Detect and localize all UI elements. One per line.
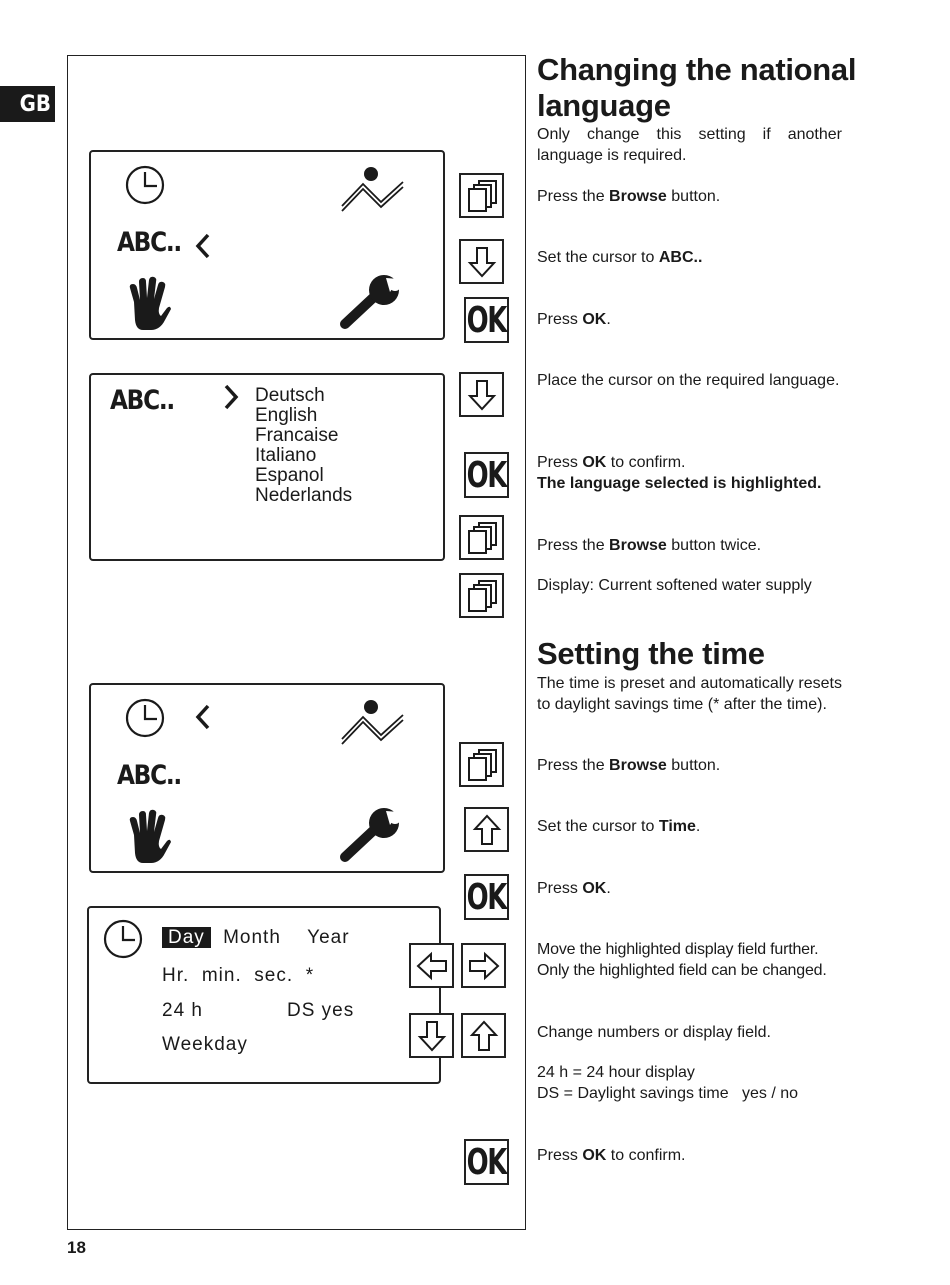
step-text: Set the cursor to Time. — [537, 818, 701, 835]
language-option[interactable]: Espanol — [255, 465, 324, 486]
ok-button[interactable] — [464, 1139, 509, 1185]
clock-icon — [124, 164, 166, 206]
browse-button[interactable] — [459, 573, 504, 618]
cursor-right-icon — [221, 383, 241, 411]
step-text: Press OK to confirm. — [537, 454, 686, 471]
wrench-icon — [339, 805, 405, 865]
month-field[interactable]: Month — [223, 927, 281, 948]
water-graph-icon — [341, 697, 407, 747]
date-row — [162, 927, 350, 949]
browse-icon — [465, 179, 499, 213]
step-text: Set the cursor to ABC.. — [537, 249, 703, 266]
time-setting-screen — [87, 906, 441, 1084]
language-option[interactable]: Francaise — [255, 425, 339, 446]
language-option[interactable]: Deutsch — [255, 385, 325, 406]
left-arrow-icon — [415, 951, 449, 981]
clock-icon — [124, 697, 166, 739]
section-title-language: Changing the national language — [537, 52, 857, 123]
up-arrow-button[interactable] — [461, 1013, 506, 1058]
step-text: Display: Current softened water supply — [537, 577, 812, 594]
step-text: Only the highlighted field can be changed. — [537, 962, 827, 979]
browse-icon — [465, 579, 499, 613]
ok-label: OK — [466, 455, 507, 496]
cursor-left-icon — [193, 703, 213, 731]
step-text: Press the Browse button. — [537, 188, 721, 205]
cursor-left-icon — [193, 232, 213, 260]
browse-button[interactable] — [459, 173, 504, 218]
section-intro-time: The time is preset and automatically resets to daylight savings time (* after the time). — [537, 675, 842, 713]
left-arrow-button[interactable] — [409, 943, 454, 988]
language-option[interactable]: Italiano — [255, 445, 317, 466]
browse-icon — [465, 521, 499, 555]
ok-label: OK — [466, 300, 507, 341]
browse-button[interactable] — [459, 515, 504, 560]
wrench-icon — [339, 272, 405, 332]
daylight-savings-field[interactable]: DS yes — [287, 1000, 355, 1021]
up-arrow-icon — [469, 1019, 499, 1053]
step-text: Press OK to confirm. — [537, 1147, 686, 1164]
language-tab: GB — [0, 86, 55, 122]
abc-label: ABC.. — [110, 385, 174, 416]
down-arrow-button[interactable] — [409, 1013, 454, 1058]
step-text: Change numbers or display field. — [537, 1024, 771, 1041]
browse-button[interactable] — [459, 742, 504, 787]
up-arrow-icon — [472, 813, 502, 847]
clock-icon — [102, 918, 144, 960]
abc-menu-item: ABC.. — [117, 227, 181, 258]
language-list — [255, 386, 352, 506]
language-option[interactable]: English — [255, 405, 318, 426]
section-intro-language: Only change this setting if another language is required. — [537, 126, 842, 164]
water-graph-icon — [341, 164, 407, 214]
menu-screen-time — [89, 683, 445, 873]
step-text: Press OK. — [537, 880, 611, 897]
language-option[interactable]: Nederlands — [255, 485, 353, 506]
step-text: Place the cursor on the required language. — [537, 372, 840, 389]
year-field[interactable]: Year — [307, 927, 350, 948]
hand-icon — [125, 276, 171, 332]
hour-format-field[interactable]: 24 h — [162, 1000, 203, 1021]
step-text: Press OK. — [537, 311, 611, 328]
down-arrow-button[interactable] — [459, 372, 504, 417]
page-number: 18 — [67, 1238, 86, 1257]
down-arrow-button[interactable] — [459, 239, 504, 284]
right-arrow-icon — [467, 951, 501, 981]
legend-text: DS = Daylight savings time yes / no — [537, 1085, 798, 1102]
step-text: Move the highlighted display field further. — [537, 941, 819, 958]
ok-button[interactable] — [464, 297, 509, 343]
down-arrow-icon — [467, 245, 497, 279]
weekday-field[interactable]: Weekday — [162, 1034, 248, 1055]
up-arrow-button[interactable] — [464, 807, 509, 852]
ok-label: OK — [466, 877, 507, 918]
step-note: The language selected is highlighted. — [537, 475, 822, 492]
ok-button[interactable] — [464, 452, 509, 498]
legend-text: 24 h = 24 hour display — [537, 1064, 695, 1081]
down-arrow-icon — [467, 378, 497, 412]
right-arrow-button[interactable] — [461, 943, 506, 988]
section-title-time: Setting the time — [537, 636, 765, 671]
step-text: Press the Browse button twice. — [537, 537, 762, 554]
hand-icon — [125, 809, 171, 865]
language-list-screen — [89, 373, 445, 561]
step-text: Press the Browse button. — [537, 757, 721, 774]
day-field[interactable]: Day — [162, 927, 211, 948]
ok-button[interactable] — [464, 874, 509, 920]
down-arrow-icon — [417, 1019, 447, 1053]
browse-icon — [465, 748, 499, 782]
time-field[interactable]: Hr. min. sec. * — [162, 965, 315, 986]
menu-screen-language — [89, 150, 445, 340]
abc-menu-item: ABC.. — [117, 760, 181, 791]
ok-label: OK — [466, 1142, 507, 1183]
